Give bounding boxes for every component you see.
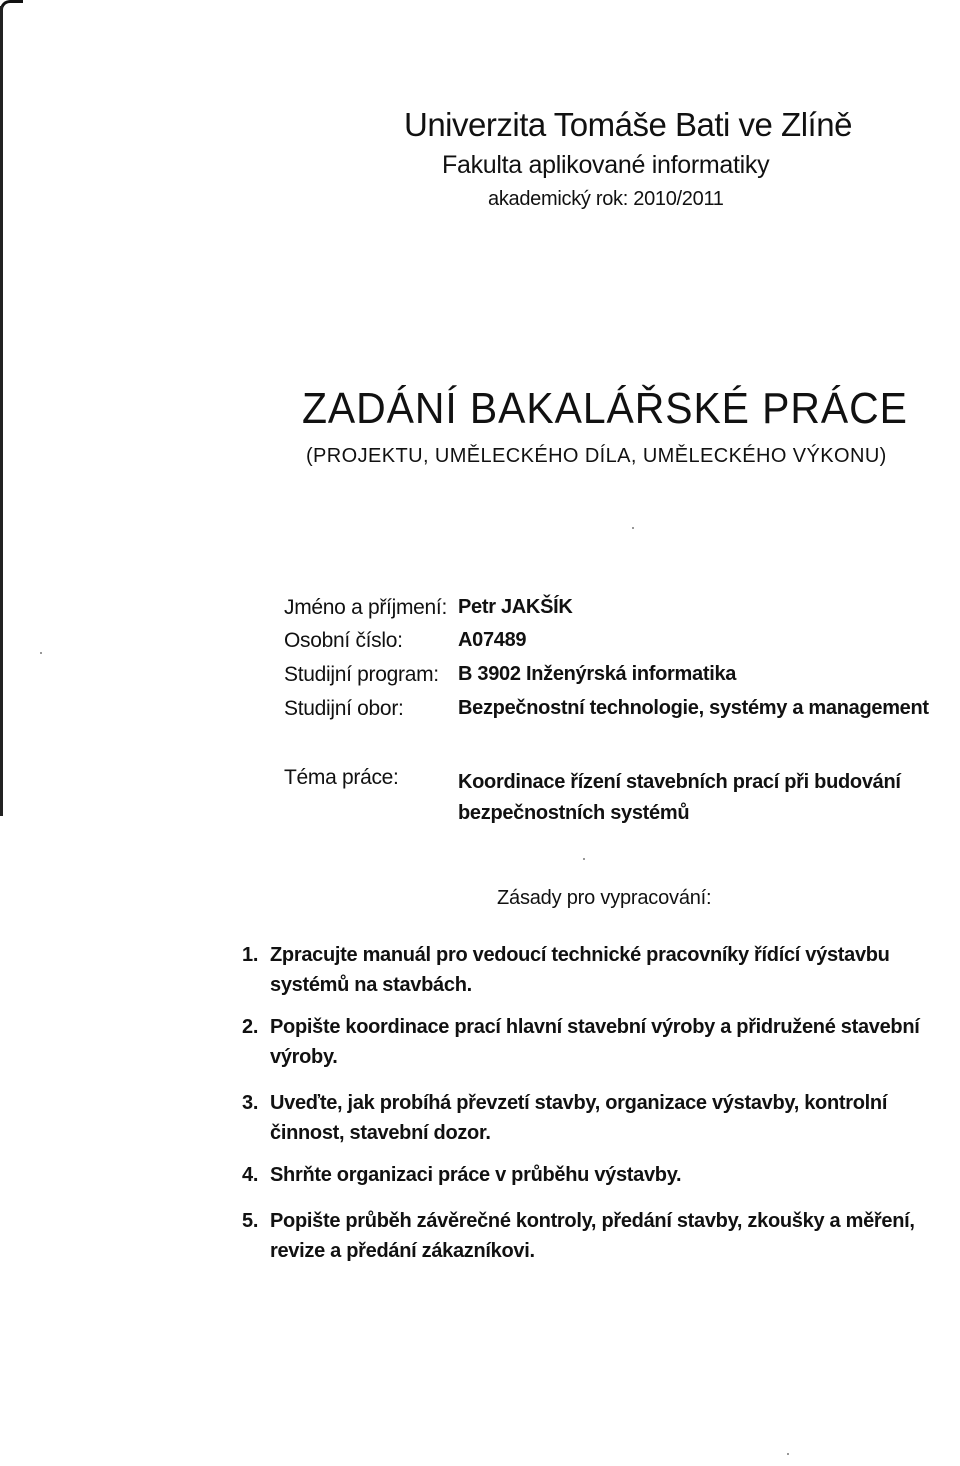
- document-title: ZADÁNÍ BAKALÁŘSKÉ PRÁCE: [302, 384, 908, 433]
- principle-number: 5.: [242, 1210, 259, 1232]
- principle-item: [242, 940, 942, 1000]
- principle-number: 4.: [242, 1164, 259, 1186]
- info-value: Bezpečnostní technologie, systémy a management: [458, 697, 929, 719]
- principles-heading: Zásady pro vypracování:: [497, 887, 712, 909]
- principle-text: Uveďte, jak probíhá převzetí stavby, organizace výstavby, kontrolní činnost, stavební dozor.: [270, 1092, 888, 1144]
- scan-edge-line: [0, 6, 3, 816]
- principle-text: Popište koordinace prací hlavní stavební výroby a přidružené stavební výroby.: [270, 1016, 920, 1068]
- university-name: Univerzita Tomáše Bati ve Zlíně: [404, 106, 852, 143]
- info-label: Studijní program:: [284, 663, 439, 686]
- faculty-name: Fakulta aplikované informatiky: [442, 151, 770, 179]
- principle-item: [242, 1206, 942, 1266]
- principle-number: 2.: [242, 1016, 259, 1038]
- scan-speck: [787, 1453, 789, 1455]
- principle-text: Zpracujte manuál pro vedoucí technické pracovníky řídící výstavbu systémů na stavbách.: [270, 944, 890, 996]
- info-row-personal-number: [0, 629, 960, 659]
- principles-list: [242, 940, 942, 1266]
- principle-number: 3.: [242, 1092, 259, 1114]
- scan-speck: [583, 858, 585, 860]
- document-subtitle: (PROJEKTU, UMĚLECKÉHO DÍLA, UMĚLECKÉHO VÝKONU): [306, 445, 887, 467]
- info-label: Osobní číslo:: [284, 629, 403, 652]
- info-label: Studijní obor:: [284, 697, 404, 720]
- principle-item: [242, 1088, 942, 1148]
- principle-number: 1.: [242, 944, 259, 966]
- principle-item: [242, 1160, 942, 1190]
- info-row-study-program: [0, 663, 960, 693]
- principle-item: [242, 1012, 942, 1072]
- topic-value: Koordinace řízení stavebních prací při budování bezpečnostních systémů: [458, 771, 901, 824]
- principle-text: Shrňte organizaci práce v průběhu výstavby.: [270, 1164, 682, 1186]
- principle-text: Popište průběh závěrečné kontroly, předání stavby, zkoušky a měření, revize a předání zákazníkovi.: [270, 1210, 915, 1262]
- info-value: A07489: [458, 629, 527, 651]
- scan-speck: [632, 527, 634, 529]
- info-label: Jméno a příjmení:: [284, 596, 447, 619]
- info-value: B 3902 Inženýrská informatika: [458, 663, 737, 685]
- info-row-name: [0, 596, 960, 626]
- info-row-study-field: [0, 697, 960, 727]
- topic-label: Téma práce:: [284, 766, 399, 789]
- info-value: Petr JAKŠÍK: [458, 596, 573, 618]
- scan-edge-corner: [0, 0, 23, 11]
- scan-speck: [40, 652, 42, 654]
- academic-year: akademický rok: 2010/2011: [488, 188, 724, 210]
